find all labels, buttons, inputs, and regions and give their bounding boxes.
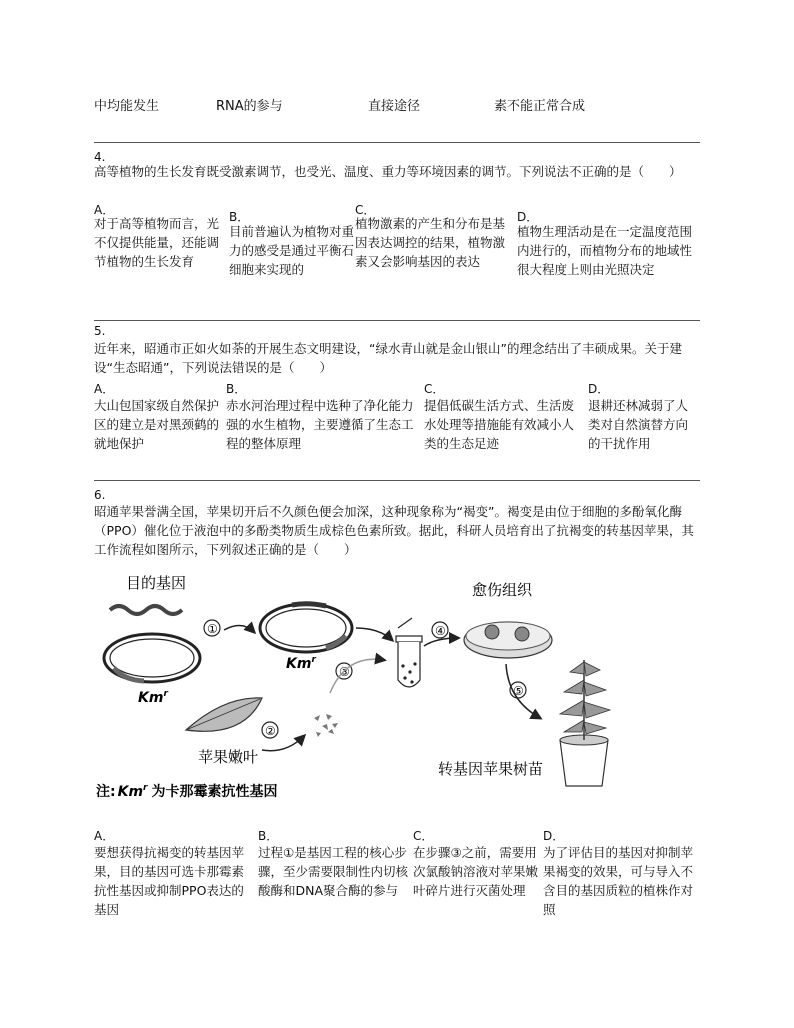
q6-option-b-letter[interactable]: B． <box>258 829 279 843</box>
q6-option-c-letter[interactable]: C． <box>413 829 434 843</box>
figure-note: 注: Km$^r$ 为卡那霉素抗性基因 <box>96 783 278 800</box>
q5-option-a[interactable]: 大山包国家级自然保护区的建立是对黑颈鹤的就地保护 <box>94 398 220 451</box>
q4-option-c-letter[interactable]: C． <box>355 203 376 217</box>
step-3-label: ③ <box>339 665 350 679</box>
step-1-label: ① <box>207 622 218 636</box>
step-1-arrow <box>224 625 254 632</box>
q5-option-a-letter[interactable]: A． <box>94 382 115 396</box>
q4-number: 4. <box>94 150 106 164</box>
q5-option-d[interactable]: 退耕还林减弱了人类对自然演替方向的干扰作用 <box>588 398 689 451</box>
step-4-label: ④ <box>435 624 446 638</box>
q5-option-b-letter[interactable]: B． <box>226 382 247 396</box>
q6-option-b[interactable]: 过程①是基因工程的核心步骤，至少需要限制性内切核酸酶和DNA聚合酶的参与 <box>258 845 409 898</box>
step-2-label: ② <box>265 724 276 738</box>
target-gene-label: 目的基因 <box>126 574 187 592</box>
divider <box>94 320 700 321</box>
target-gene-icon <box>110 606 182 614</box>
divider <box>94 480 700 481</box>
km-label-1: Km$^r$ <box>138 689 168 706</box>
apple-seedling-icon <box>560 660 610 786</box>
q4-option-d[interactable]: 植物生理活动是在一定温度范围内进行的，而植物分布的地域性很大程度上则由光照决定 <box>517 224 693 277</box>
q6-option-a[interactable]: 要想获得抗褐变的转基因苹果，目的基因可选卡那霉素抗性基因或抑制PPO表达的基因 <box>94 845 245 917</box>
prev-fragment-c: 直接途径 <box>368 99 421 114</box>
q5-stem: 近年来，昭通市正如火如荼的开展生态文明建设，“绿水青山就是金山银山”的理念结出了丰硕成果。关于建设“生态昭通”，下列说法错误的是（ ） <box>94 341 682 375</box>
leaf-fragments-icon <box>314 714 338 737</box>
q4-option-c[interactable]: 植物激素的产生和分布是基因表达调控的结果，植物激素又会影响基因的表达 <box>355 216 506 269</box>
petri-dish-icon <box>464 622 552 658</box>
q6-option-d[interactable]: 为了评估目的基因对抑制苹果褐变的效果，可与导入不含目的基因质粒的植株作对照 <box>543 845 694 917</box>
tube-icon <box>396 618 422 687</box>
plasmid-to-tube-arrow <box>356 628 392 640</box>
recombinant-plasmid-icon <box>260 604 352 652</box>
q4-option-d-letter[interactable]: D． <box>517 210 539 224</box>
prev-fragment-a: 中均能发生 <box>94 99 160 114</box>
step-4-arrow <box>424 638 458 646</box>
q4-option-a-letter[interactable]: A． <box>94 203 115 217</box>
q4-option-b-letter[interactable]: B． <box>229 210 250 224</box>
q5-number: 5. <box>94 324 106 338</box>
q5-option-c-letter[interactable]: C． <box>424 382 445 396</box>
q6-option-c[interactable]: 在步骤③之前，需要用次氯酸钠溶液对苹果嫩叶碎片进行灭菌处理 <box>413 845 539 898</box>
q6-option-d-letter[interactable]: D． <box>543 829 565 843</box>
q4-option-a[interactable]: 对于高等植物而言，光不仅提供能量，还能调节植物的生长发育 <box>94 216 220 269</box>
q4-stem: 高等植物的生长发育既受激素调节，也受光、温度、重力等环境因素的调节。下列说法不正确的是（ ） <box>94 164 682 179</box>
q6-option-a-letter[interactable]: A． <box>94 829 115 843</box>
q6-stem: 昭通苹果誉满全国，苹果切开后不久颜色便会加深，这种现象称为“褐变”。褐变是由位于细胞的多酚氧化酶（PPO）催化位于液泡中的多酚类物质生成棕色色素所致。据此，科研人员培育出了抗褐变的转基因苹果，其工作流程如图所示，下列叙述正确的是（ ） <box>94 504 694 557</box>
q5-option-c[interactable]: 提倡低碳生活方式、生活废水处理等措施能有效减小人类的生态足迹 <box>424 398 575 451</box>
q5-option-d-letter[interactable]: D． <box>588 382 610 396</box>
transgenic-apple-workflow-diagram <box>94 568 704 808</box>
step-5-label: ⑤ <box>513 684 524 698</box>
q4-option-b[interactable]: 目前普遍认为植物对重力的感受是通过平衡石细胞来实现的 <box>229 224 355 277</box>
leaf-label: 苹果嫩叶 <box>198 748 259 766</box>
q6-number: 6. <box>94 488 106 502</box>
km-label-2: Km$^r$ <box>286 655 316 672</box>
plasmid-icon <box>104 634 200 682</box>
prev-fragment-d: 素不能正常合成 <box>494 99 586 114</box>
q5-option-b[interactable]: 赤水河治理过程中选种了净化能力强的水生植物，主要遵循了生态工程的整体原理 <box>226 398 414 451</box>
seedling-label: 转基因苹果树苗 <box>438 760 544 778</box>
apple-leaf-icon <box>186 698 262 731</box>
prev-fragment-b: RNA的参与 <box>216 99 283 114</box>
callus-label: 愈伤组织 <box>472 581 533 599</box>
divider <box>94 142 700 143</box>
